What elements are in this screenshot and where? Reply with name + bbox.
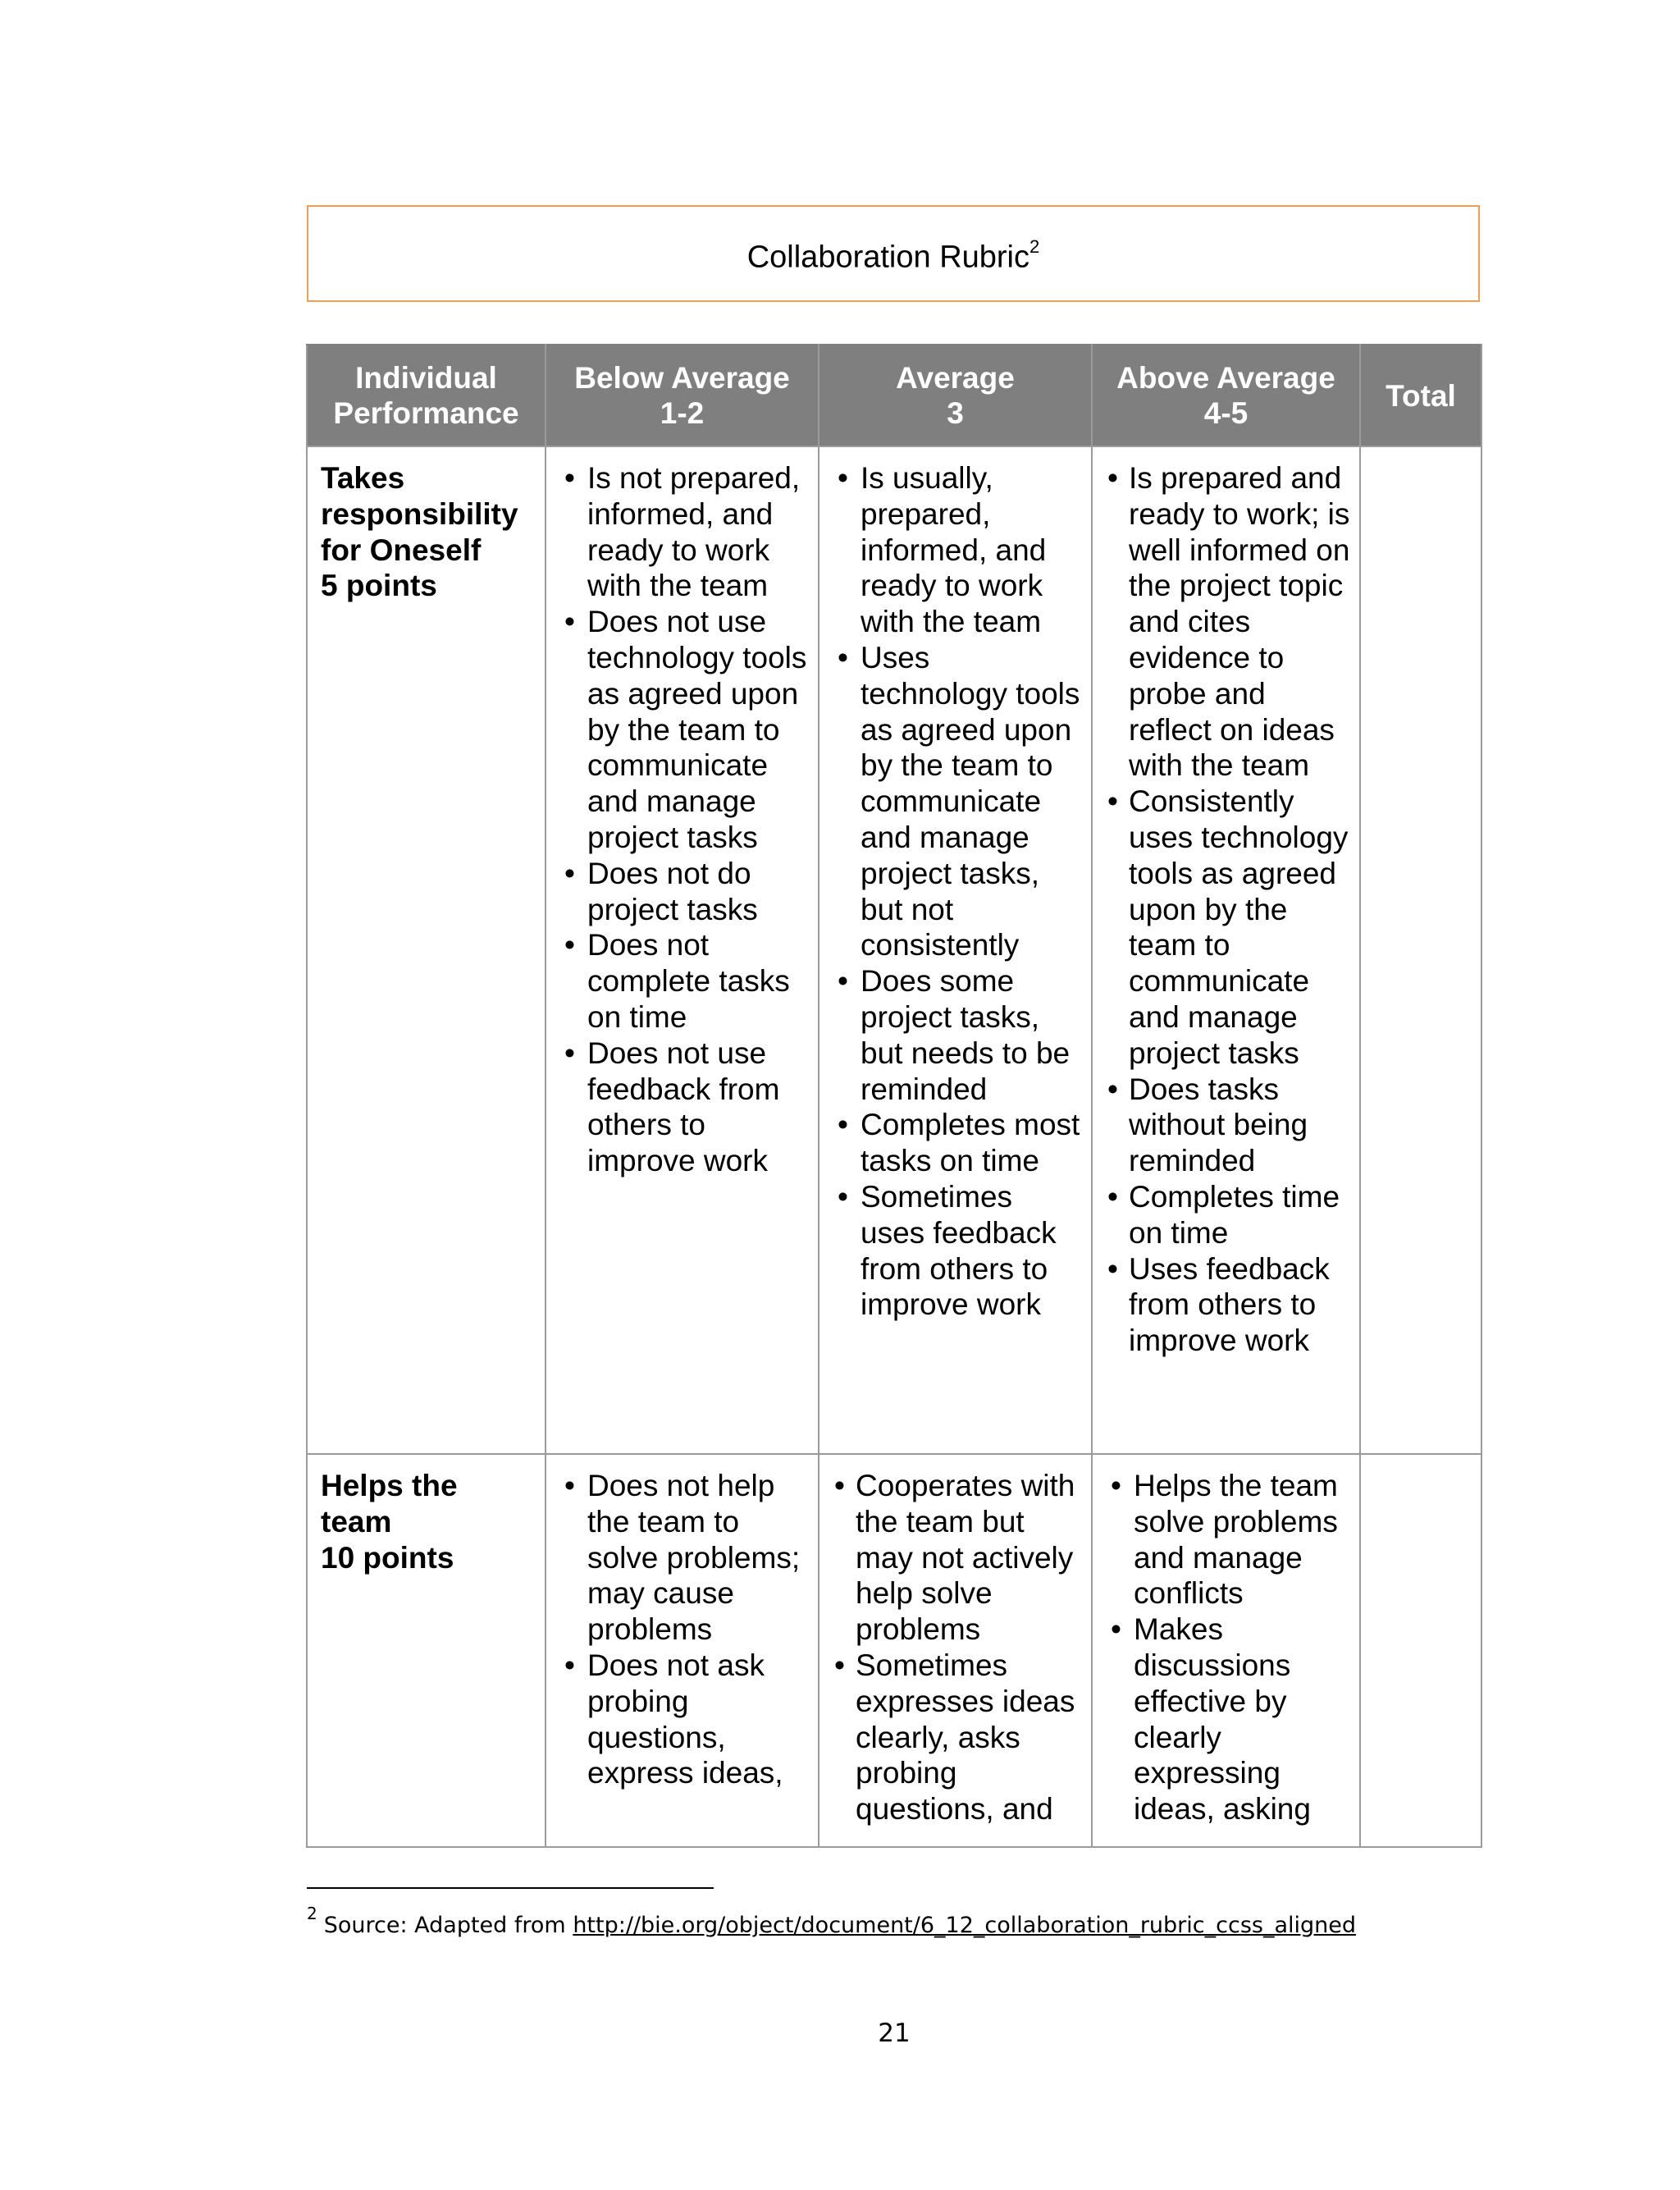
- rubric-title-box: [307, 205, 1480, 302]
- list-item: • Does not do project tasks: [559, 856, 810, 928]
- header-line: Below Average: [574, 361, 790, 395]
- list-item: • Does some project tasks, but needs to be reminded: [833, 963, 1083, 1107]
- criterion-cell: [307, 446, 546, 1454]
- list-item: • Sometimes uses feedback from others to improve work: [833, 1179, 1083, 1323]
- list-item: • Does not use feedback from others to improve work: [559, 1036, 810, 1179]
- header-line: Above Average: [1116, 361, 1335, 395]
- rubric-title-text: Collaboration Rubric: [746, 240, 1030, 275]
- header-below-average: [546, 345, 819, 446]
- total-cell: [1360, 1454, 1481, 1847]
- list-item: • Makes discussions effective by clearly expressing ideas, asking: [1106, 1612, 1351, 1827]
- header-line: Performance: [333, 396, 519, 430]
- rubric-title: [746, 236, 1040, 276]
- header-score: 3: [947, 396, 964, 430]
- above-average-cell: [1092, 1454, 1360, 1847]
- list-item: • Uses technology tools as agreed upon by the team to communicate and manage project tasks, but not consistently: [833, 640, 1083, 963]
- header-above-average: [1092, 345, 1360, 446]
- criterion-text: responsibility: [321, 496, 518, 531]
- header-score: 1-2: [660, 396, 705, 430]
- descriptor-list: [833, 460, 1083, 1323]
- list-item: • Is not prepared, informed, and ready to work with the team: [559, 460, 810, 604]
- below-average-cell: [546, 446, 819, 1454]
- header-line: Individual: [355, 361, 497, 395]
- header-line: Average: [896, 361, 1015, 395]
- criterion-text: Takes: [321, 461, 405, 495]
- criterion-points: 10 points: [321, 1540, 454, 1575]
- list-item: • Is usually, prepared, informed, and ready to work with the team: [833, 460, 1083, 640]
- header-score: 4-5: [1203, 396, 1249, 430]
- descriptor-list: [559, 460, 810, 1179]
- footnote: [307, 1904, 1357, 1938]
- header-total: [1360, 345, 1481, 446]
- list-item: • Completes time on time: [1106, 1179, 1351, 1251]
- footnote-link[interactable]: http://bie.org/object/document/6_12_collaboration_rubric_ccss_aligned: [573, 1913, 1357, 1938]
- list-item: • Helps the team solve problems and manage conflicts: [1106, 1468, 1351, 1612]
- list-item: • Does not use technology tools as agreed upon by the team to communicate and manage project tasks: [559, 604, 810, 856]
- total-cell: [1360, 446, 1481, 1454]
- average-cell: [819, 446, 1092, 1454]
- list-item: • Is prepared and ready to work; is well informed on the project topic and cites evidence to probe and reflect on ideas with the team: [1106, 460, 1351, 784]
- above-average-cell: [1092, 446, 1360, 1454]
- criterion-text: Helps the: [321, 1469, 458, 1502]
- descriptor-list: [1106, 1468, 1351, 1827]
- title-footnote-ref: 2: [1029, 236, 1040, 258]
- list-item: • Consistently uses technology tools as agreed upon by the team to communicate and manage project tasks: [1106, 784, 1351, 1071]
- list-item: • Does not help the team to solve problems; may cause problems: [559, 1468, 810, 1648]
- rubric-table: [306, 344, 1482, 1848]
- table-row: [307, 1454, 1481, 1847]
- descriptor-list: [559, 1468, 810, 1791]
- below-average-cell: [546, 1454, 819, 1847]
- header-row: [307, 345, 1481, 446]
- criterion-points: 5 points: [321, 569, 437, 603]
- criterion-text: for Oneself: [321, 533, 482, 567]
- list-item: • Uses feedback from others to improve work: [1106, 1251, 1351, 1359]
- header-average: [819, 345, 1092, 446]
- descriptor-list: [833, 1468, 1083, 1827]
- footnote-prefix: Source: Adapted from: [323, 1913, 573, 1938]
- average-cell: [819, 1454, 1092, 1847]
- criterion-cell: [307, 1454, 546, 1847]
- table-row: [307, 446, 1481, 1454]
- list-item: • Does not ask probing questions, express ideas,: [559, 1648, 810, 1791]
- header-individual-performance: [307, 345, 546, 446]
- list-item: • Sometimes expresses ideas clearly, asks probing questions, and: [833, 1648, 1083, 1827]
- page-number: 21: [878, 2019, 911, 2048]
- descriptor-list: [1106, 460, 1351, 1359]
- list-item: • Completes most tasks on time: [833, 1107, 1083, 1179]
- footnote-marker: 2: [307, 1904, 317, 1923]
- footnote-separator: [307, 1887, 714, 1889]
- criterion-text: team: [321, 1504, 392, 1538]
- list-item: • Cooperates with the team but may not actively help solve problems: [833, 1468, 1083, 1648]
- header-line: Total: [1386, 378, 1456, 413]
- list-item: • Does not complete tasks on time: [559, 927, 810, 1035]
- list-item: • Does tasks without being reminded: [1106, 1072, 1351, 1179]
